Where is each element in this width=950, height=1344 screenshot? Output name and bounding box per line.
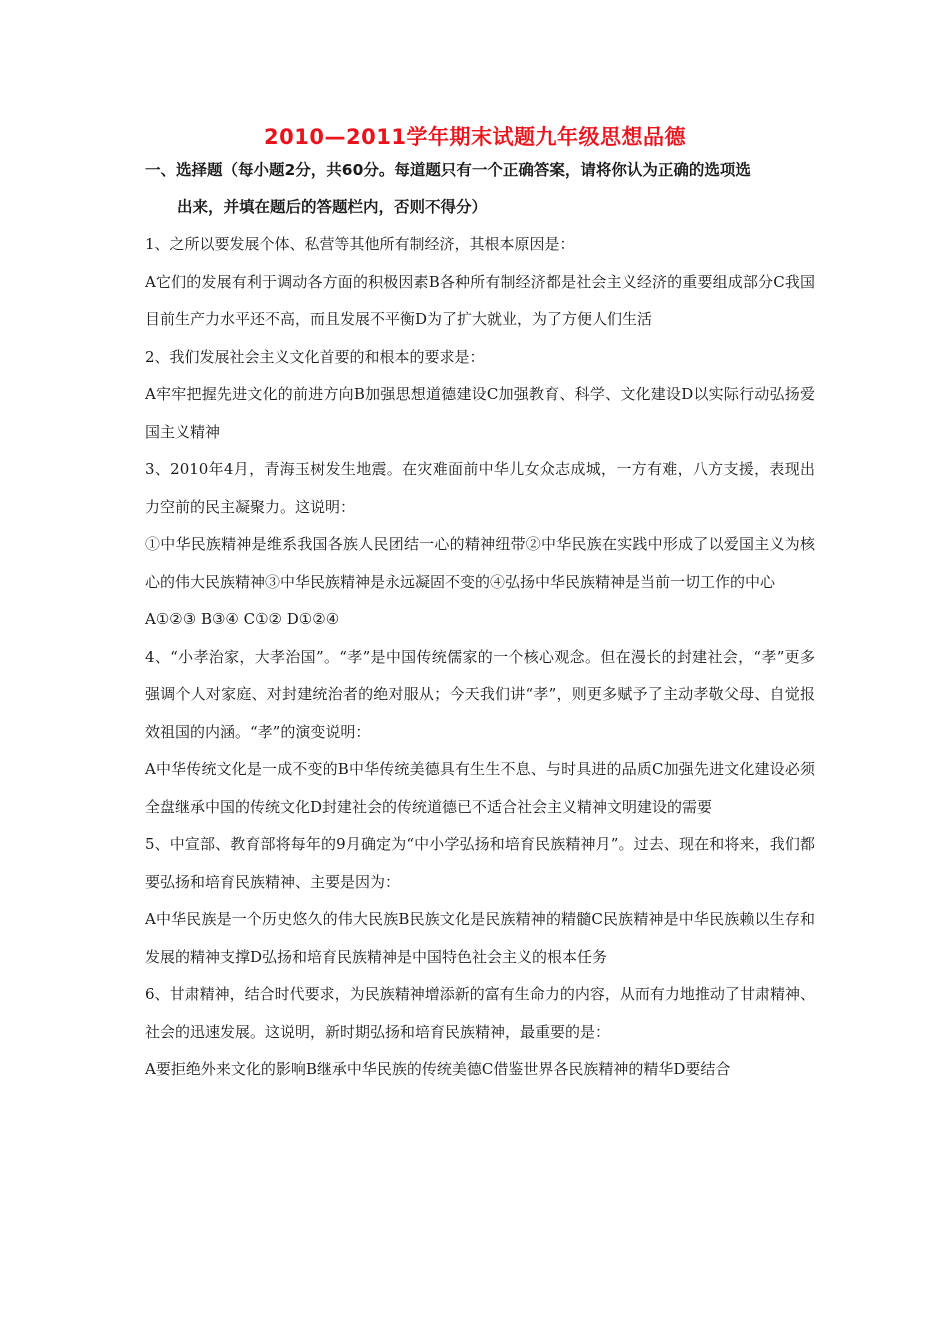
question-3-stem: 3、2010年4月，青海玉树发生地震。在灾难面前中华儿女众志成城，一方有难，八方支援，表现出力空前的民主凝聚力。这说明： — [145, 460, 815, 516]
document-title: 2010—2011学年期末试题九年级思想品德 — [264, 125, 686, 149]
question-6-options: A要拒绝外来文化的影响B继承中华民族的传统美德C借鉴世界各民族精神的精华D要结合 — [145, 1060, 731, 1078]
question-3-choices: A①②③ B③④ C①② D①②④ — [145, 610, 340, 628]
question-2-stem: 2、我们发展社会主义文化首要的和根本的要求是： — [145, 347, 485, 366]
question-6-stem: 6、甘肃精神，结合时代要求，为民族精神增添新的富有生命力的内容，从而有力地推动了甘肃精神、社会的迅速发展。这说明，新时期弘扬和培育民族精神，最重要的是： — [145, 985, 815, 1041]
question-4-stem: 4、“小孝治家，大孝治国”。“孝”是中国传统儒家的一个核心观念。但在漫长的封建社会，“孝”更多强调个人对家庭、对封建统治者的绝对服从；今天我们讲“孝”，则更多赋予了主动孝敬父母、自觉报效祖国的内涵。“孝”的演变说明： — [145, 647, 815, 741]
document-body — [145, 152, 815, 1089]
question-5-stem: 5、中宣部、教育部将每年的9月确定为“中小学弘扬和培育民族精神月”。过去、现在和将来，我们都要弘扬和培育民族精神、主要是因为： — [145, 835, 815, 891]
section-heading — [145, 152, 815, 226]
question-5-options: A中华民族是一个历史悠久的伟大民族B民族文化是民族精神的精髓C民族精神是中华民族赖以生存和发展的精神支撑D弘扬和培育民族精神是中国特色社会主义的根本任务 — [145, 910, 815, 966]
section-heading-line1: 一、选择题（每小题2分，共60分。每道题只有一个正确答案，请将你认为正确的选项选 — [145, 161, 751, 179]
section-heading-line2: 出来，并填在题后的答题栏内，否则不得分） — [177, 198, 488, 216]
question-2-options: A牢牢把握先进文化的前进方向B加强思想道德建设C加强教育、科学、文化建设D以实际行动弘扬爱国主义精神 — [145, 385, 815, 441]
question-3-options: ①中华民族精神是维系我国各族人民团结一心的精神纽带②中华民族在实践中形成了以爱国主义为核心的伟大民族精神③中华民族精神是永远凝固不变的④弘扬中华民族精神是当前一切工作的中心 — [145, 535, 815, 591]
question-1-stem: 1、之所以要发展个体、私营等其他所有制经济，其根本原因是： — [145, 235, 575, 253]
question-1-options: A它们的发展有利于调动各方面的积极因素B各种所有制经济都是社会主义经济的重要组成部分C我国目前生产力水平还不高，而且发展不平衡D为了扩大就业，为了方便人们生活 — [145, 272, 815, 328]
question-4-options: A中华传统文化是一成不变的B中华传统美德具有生生不息、与时具进的品质C加强先进文化建设必须全盘继承中国的传统文化D封建社会的传统道德已不适合社会主义精神文明建设的需要 — [145, 760, 815, 816]
